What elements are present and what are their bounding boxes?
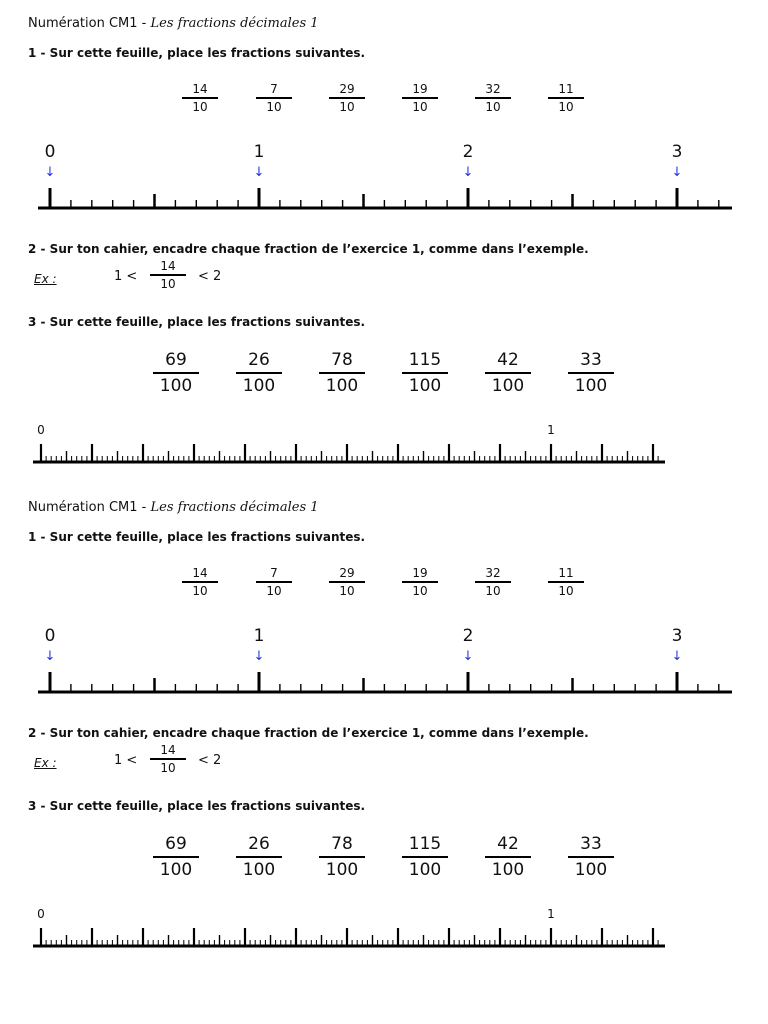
ruler1-label: 2 — [462, 626, 474, 646]
example-lower-bound: 1 < — [114, 269, 138, 284]
number-line-hundredths — [0, 0, 768, 484]
fraction: 29 10 — [329, 566, 365, 598]
worksheet-title: Numération CM1 - Les fractions décimales 1 — [28, 500, 319, 515]
worksheet-copy-2 — [0, 484, 768, 968]
fraction: 32 10 — [475, 566, 511, 598]
down-arrow-icon: ↓ — [462, 165, 474, 180]
down-arrow-icon: ↓ — [462, 649, 474, 664]
worksheet-title: Numération CM1 - Les fractions décimales 1 — [28, 16, 319, 31]
example-fraction: 14 10 — [150, 743, 186, 775]
question-3: 3 - Sur cette feuille, place les fractions suivantes. — [28, 799, 366, 813]
example-fraction: 14 10 — [150, 259, 186, 291]
example-label: Ex : — [34, 756, 57, 770]
ruler2-label: 1 — [547, 423, 555, 437]
fraction: 19 10 — [402, 82, 438, 114]
fraction: 29 10 — [329, 82, 365, 114]
example-lower-bound: 1 < — [114, 753, 138, 768]
down-arrow-icon: ↓ — [44, 649, 56, 664]
ruler2-label: 0 — [37, 423, 45, 437]
ruler1-label: 2 — [462, 142, 474, 162]
fraction: 33 100 — [568, 834, 614, 880]
ruler1-label: 3 — [671, 142, 683, 162]
ruler1-label: 0 — [44, 142, 56, 162]
question-2: 2 - Sur ton cahier, encadre chaque fraction de l’exercice 1, comme dans l’exemple. — [28, 242, 589, 256]
ruler2-label: 0 — [37, 907, 45, 921]
fraction: 11 10 — [548, 566, 584, 598]
fraction: 26 100 — [236, 350, 282, 396]
down-arrow-icon: ↓ — [253, 165, 265, 180]
fraction: 11 10 — [548, 82, 584, 114]
fraction: 42 100 — [485, 834, 531, 880]
fraction: 42 100 — [485, 350, 531, 396]
fraction: 69 100 — [153, 350, 199, 396]
worksheet-copy-1 — [0, 0, 768, 484]
fraction: 14 10 — [182, 82, 218, 114]
question-1: 1 - Sur cette feuille, place les fractions suivantes. — [28, 46, 366, 60]
fraction: 7 10 — [256, 82, 292, 114]
question-2: 2 - Sur ton cahier, encadre chaque fraction de l’exercice 1, comme dans l’exemple. — [28, 726, 589, 740]
ruler1-label: 3 — [671, 626, 683, 646]
example-upper-bound: < 2 — [198, 753, 222, 768]
fraction: 78 100 — [319, 350, 365, 396]
fraction: 26 100 — [236, 834, 282, 880]
fraction: 115 100 — [402, 350, 448, 396]
down-arrow-icon: ↓ — [671, 165, 683, 180]
fraction: 69 100 — [153, 834, 199, 880]
down-arrow-icon: ↓ — [671, 649, 683, 664]
question-1: 1 - Sur cette feuille, place les fractions suivantes. — [28, 530, 366, 544]
example-upper-bound: < 2 — [198, 269, 222, 284]
fraction: 78 100 — [319, 834, 365, 880]
ruler2-label: 1 — [547, 907, 555, 921]
example-label: Ex : — [34, 272, 57, 286]
fraction: 33 100 — [568, 350, 614, 396]
fraction: 32 10 — [475, 82, 511, 114]
number-line-hundredths — [0, 484, 768, 968]
fraction: 14 10 — [182, 566, 218, 598]
question-3: 3 - Sur cette feuille, place les fractions suivantes. — [28, 315, 366, 329]
fraction: 115 100 — [402, 834, 448, 880]
down-arrow-icon: ↓ — [253, 649, 265, 664]
ruler1-label: 1 — [253, 626, 265, 646]
fraction: 19 10 — [402, 566, 438, 598]
down-arrow-icon: ↓ — [44, 165, 56, 180]
ruler1-label: 0 — [44, 626, 56, 646]
fraction: 7 10 — [256, 566, 292, 598]
ruler1-label: 1 — [253, 142, 265, 162]
